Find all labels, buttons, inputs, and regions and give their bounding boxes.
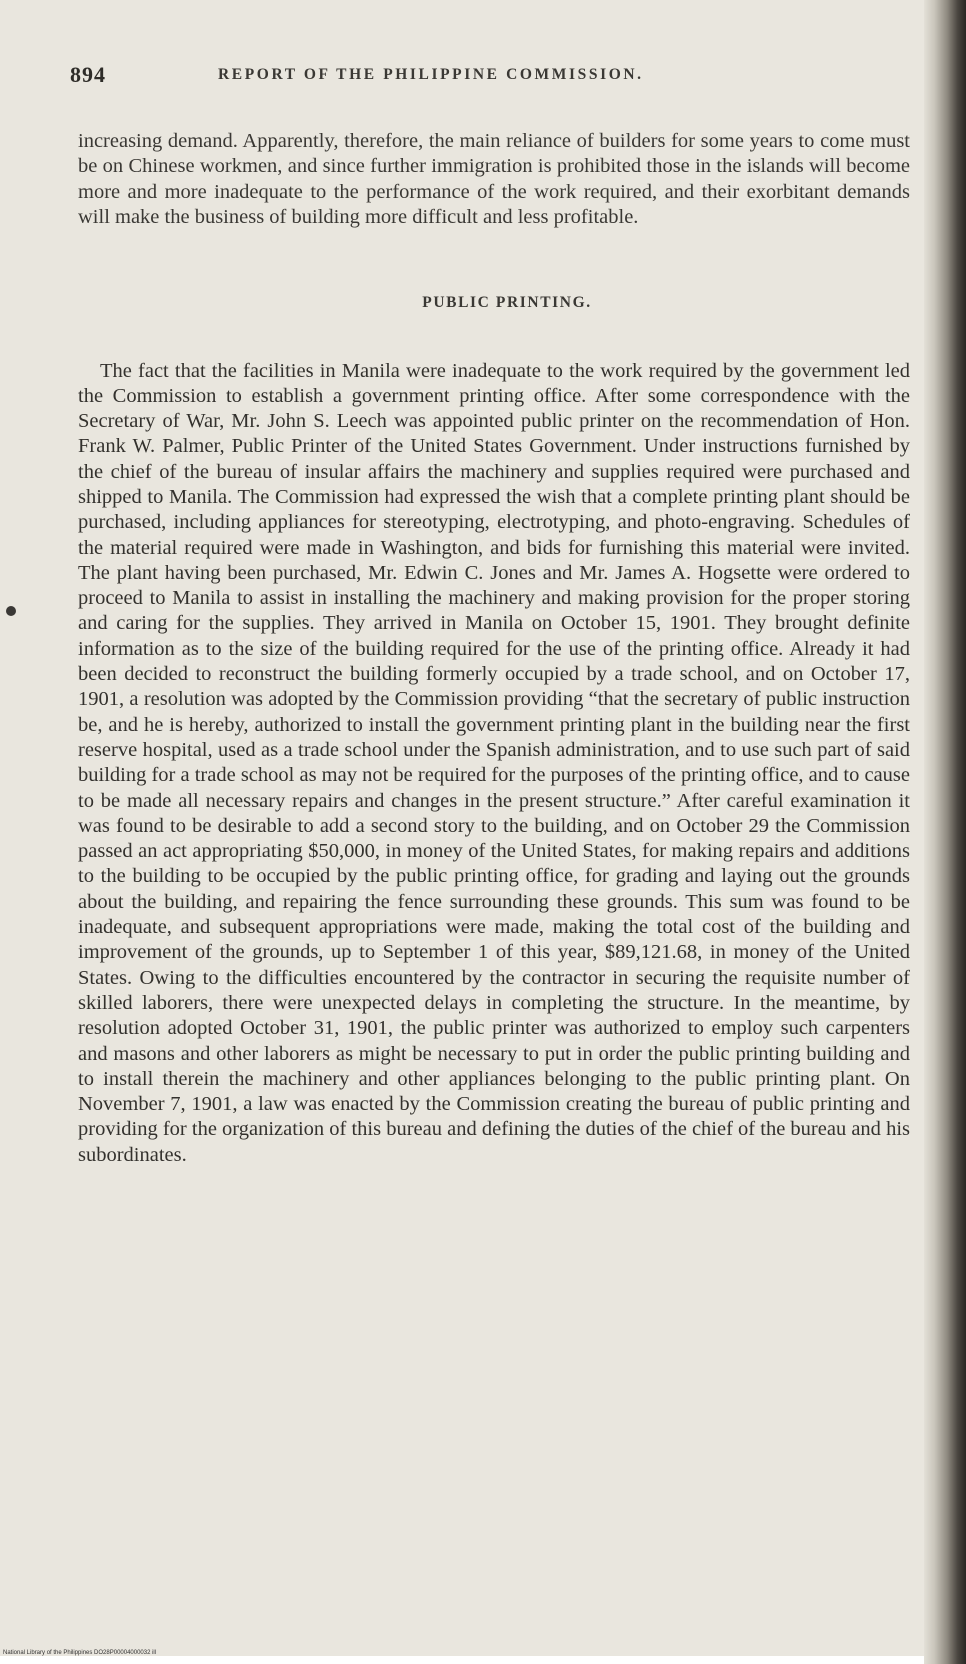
section-heading-text: PUBLIC PRINTING. [422,294,592,311]
book-spine-shadow [924,0,966,1664]
binding-hole-mark [6,606,16,616]
page-number: 894 [70,62,106,87]
running-title: REPORT OF THE PHILIPPINE COMMISSION. [218,66,644,83]
intro-paragraph: increasing demand. Apparently, therefore, the main reliance of builders for some years to come must be on Chinese workmen, and since further immigration is prohibited those in the islands will become more and more inadequate to the performance of the work required, and their exorbitant demands will make the business of building more difficult and less profitable. [78,129,910,229]
scan-credit: National Library of the Philippines DO28P00004000032 ill [3,1650,157,1656]
page-header [70,62,910,92]
section-heading [0,294,954,312]
section-paragraph: The fact that the facilities in Manila were inadequate to the work required by the government led the Commission to establish a government printing office. After some correspondence with the Secretary of War, Mr. John S. Leech was appointed public printer on the recommendation of Hon. Frank W. Palmer, Public Printer of the United States Government. Under instructions furnished by the chief of the bureau of insular affairs the machinery and supplies required were purchased and shipped to Manila. The Commission had expressed the wish that a complete printing plant should be purchased, including appliances for stereotyping, electrotyping, and photo-engraving. Schedules of the material required were made in Washington, and bids for furnishing this material were invited. The plant having been purchased, Mr. Edwin C. Jones and Mr. James A. Hogsette were ordered to proceed to Manila to assist in installing the machinery and making provision for the proper storing and caring for the supplies. They arrived in Manila on October 15, 1901. They brought definite information as to the size of the building required for the use of the printing office. Already it had been decided to reconstruct the building formerly occupied by a trade school, and on October 17, 1901, a resolution was adopted by the Commission providing “that the secretary of public instruction be, and he is hereby, authorized to install the government printing plant in the building near the first reserve hospital, used as a trade school under the Spanish administration, and to use such part of said building for a trade school as may not be required for the purposes of the printing office, and to cause to be made all necessary repairs and changes in the present structure.” After careful examination it was found to be desirable to add a second story to the building, and on October 29 the Commission passed an act appropriating $50,000, in money of the United States, for making repairs and additions to the building to be occupied by the public printing office, for grading and laying out the grounds about the building, and repairing the fence surrounding these grounds. This sum was found to be inadequate, and subsequent appropriations were made, making the total cost of the building and improvement of the grounds, up to September 1 of this year, $89,121.68, in money of the United States. Owing to the difficulties encountered by the contractor in securing the requisite number of skilled laborers, there were unexpected delays in completing the structure. In the meantime, by resolution adopted October 31, 1901, the public printer was authorized to employ such carpenters and masons and other laborers as might be necessary to put in order the public printing building and to install therein the machinery and other appliances belonging to the public printing plant. On November 7, 1901, a law was enacted by the Commission creating the bureau of public printing and providing for the organization of this bureau and defining the duties of the chief of the bureau and his subordinates. [78,359,910,1166]
